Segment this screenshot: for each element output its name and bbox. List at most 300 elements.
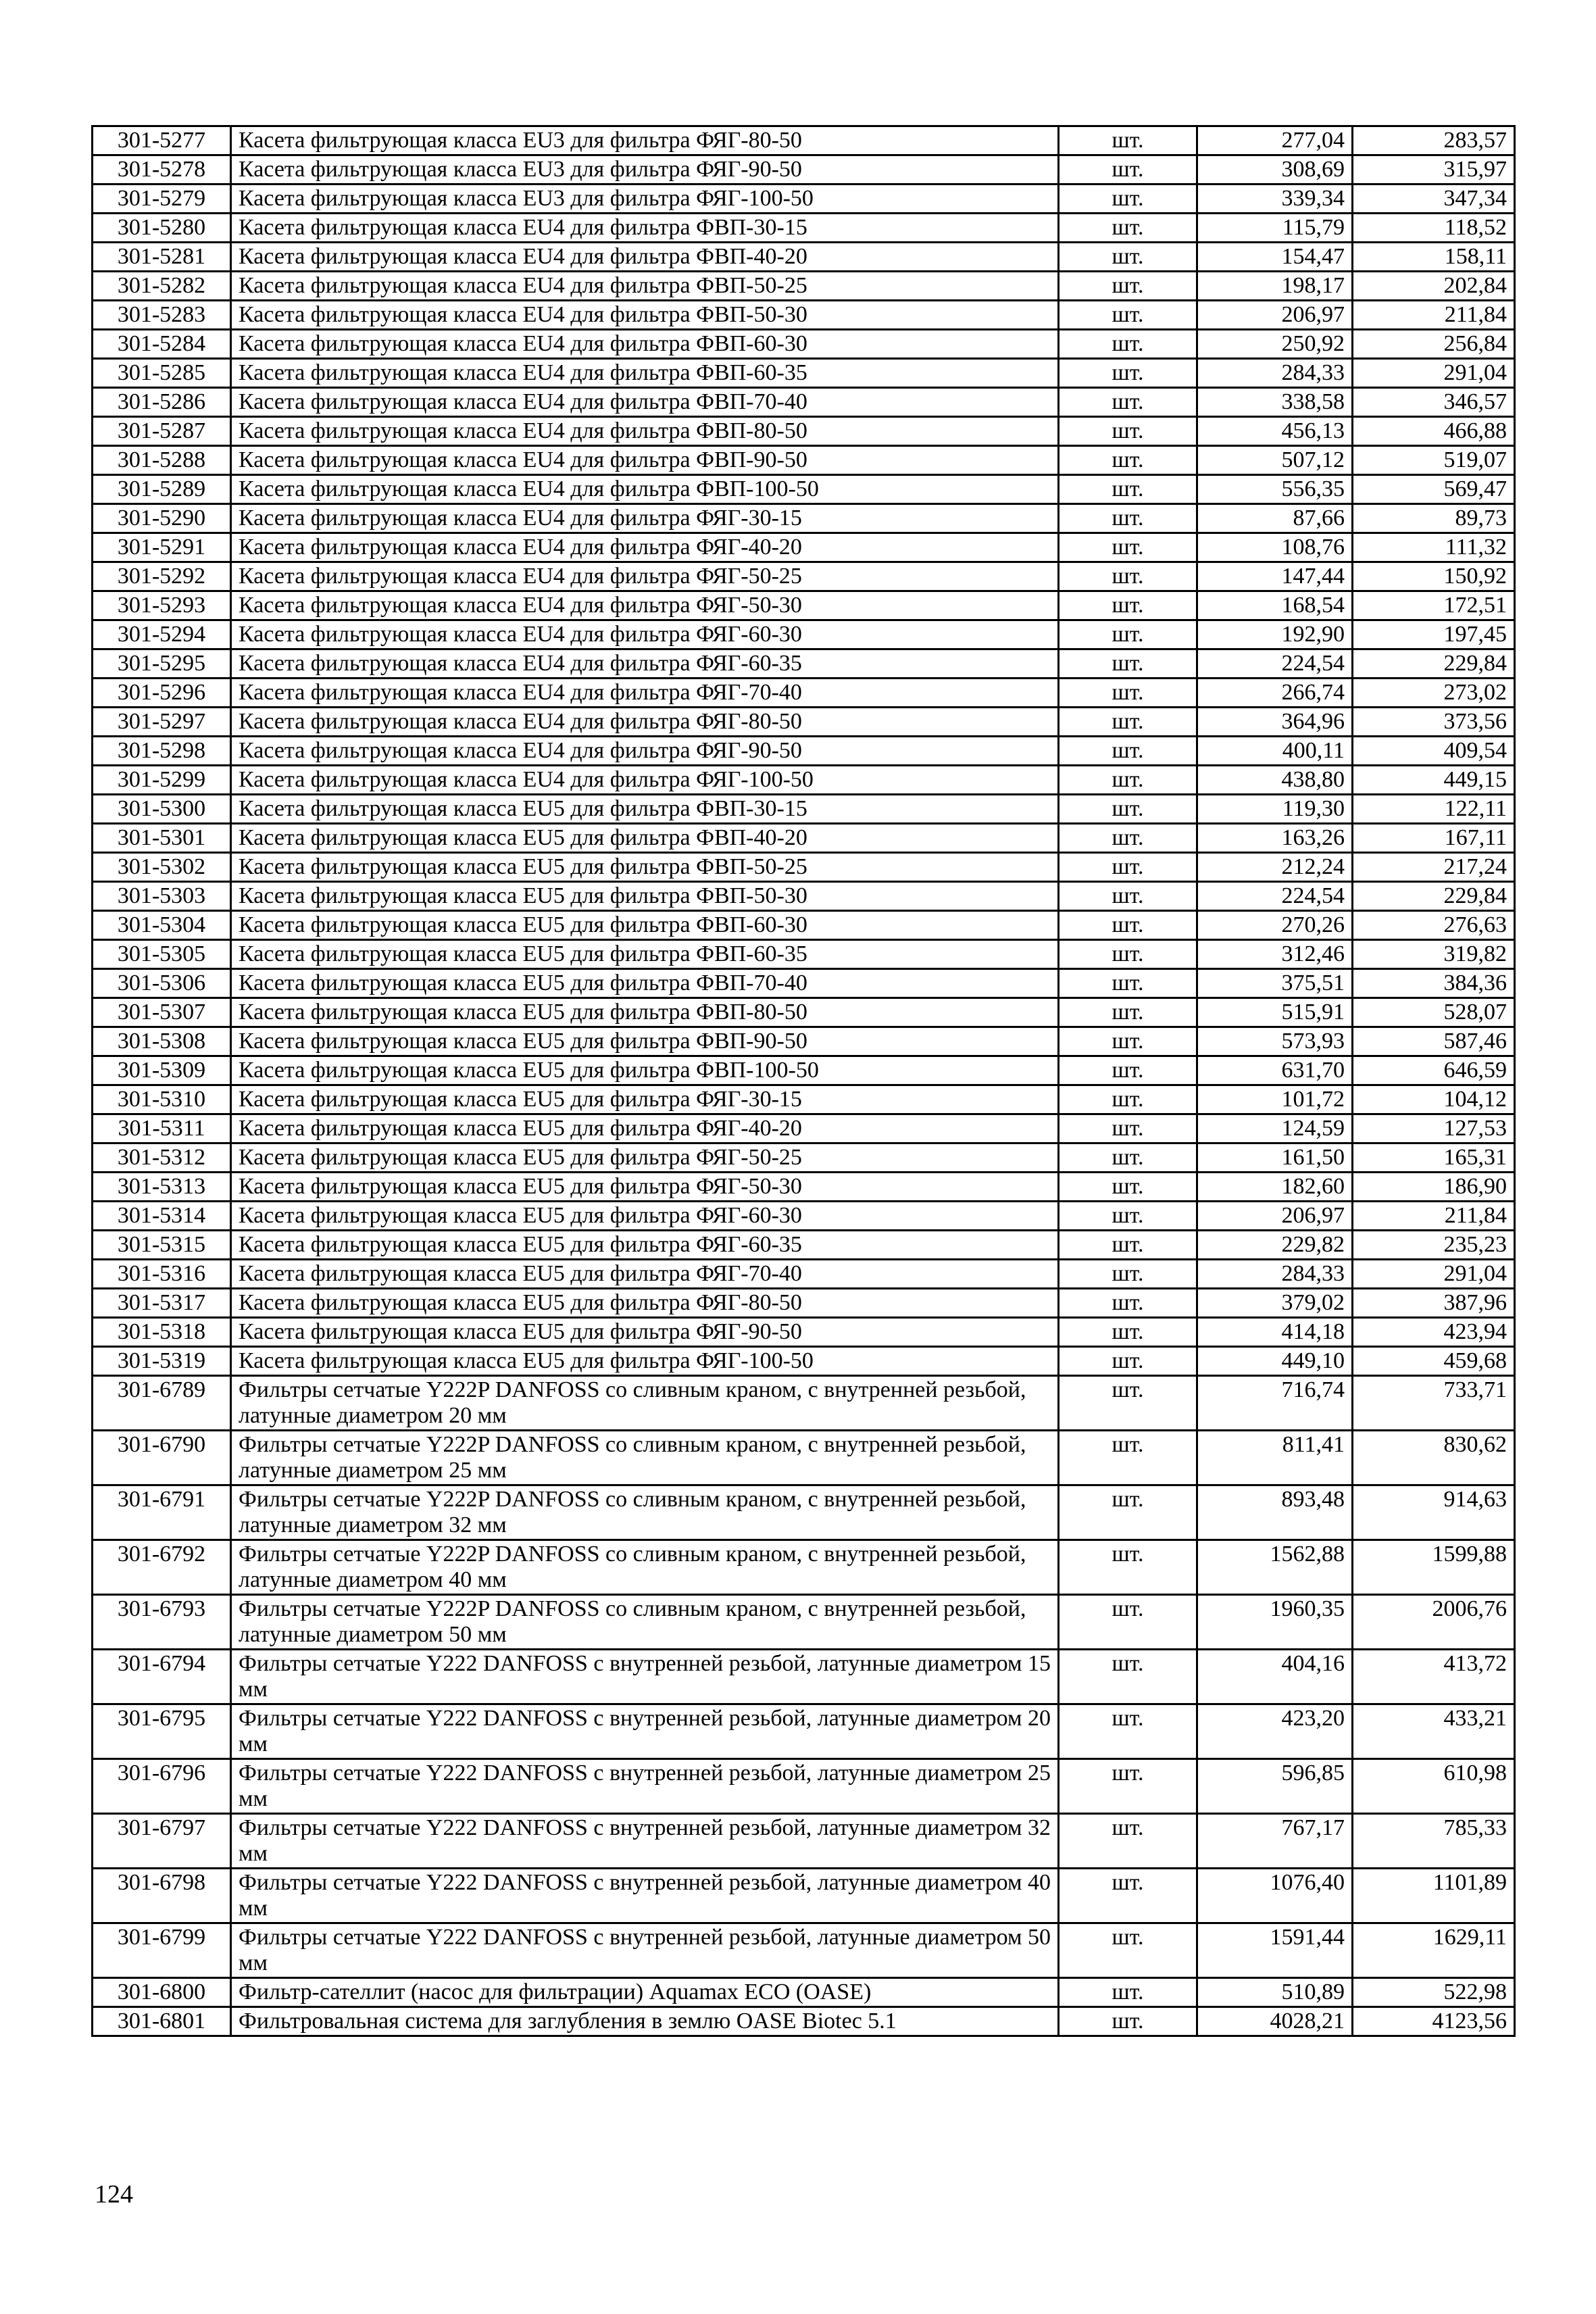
price-cell: 573,93 [1197,1027,1353,1056]
table-row [93,766,1515,795]
price-cell: 556,35 [1197,475,1353,504]
unit-cell: шт. [1059,1173,1197,1202]
price-with-index-cell: 1599,88 [1353,1540,1515,1595]
item-description-cell: Касета фильтрующая класса EU5 для фильтра ФВП-50-30 [231,882,1059,911]
item-code-cell: 301-5294 [93,620,231,649]
price-with-index-cell: 273,02 [1353,679,1515,708]
item-description-cell: Фильтры сетчатые Y222 DANFOSS с внутренней резьбой, латунные диаметром 40 мм [231,1869,1059,1923]
price-cell: 182,60 [1197,1173,1353,1202]
unit-cell: шт. [1059,184,1197,214]
unit-cell: шт. [1059,998,1197,1027]
item-description-cell: Касета фильтрующая класса EU3 для фильтра ФЯГ-80-50 [231,126,1059,155]
item-description-cell: Фильтры сетчатые Y222P DANFOSS со сливным краном, с внутренней резьбой, латунные диаметром 32 мм [231,1485,1059,1540]
item-code-cell: 301-5286 [93,388,231,417]
item-description-cell: Фильтры сетчатые Y222 DANFOSS с внутренней резьбой, латунные диаметром 25 мм [231,1759,1059,1814]
unit-cell: шт. [1059,1202,1197,1231]
unit-cell: шт. [1059,330,1197,359]
unit-cell: шт. [1059,417,1197,446]
price-cell: 192,90 [1197,620,1353,649]
price-with-index-cell: 150,92 [1353,562,1515,591]
unit-cell: шт. [1059,1027,1197,1056]
price-cell: 168,54 [1197,591,1353,620]
table-row [93,243,1515,272]
table-row [93,1114,1515,1143]
price-cell: 270,26 [1197,911,1353,940]
price-with-index-cell: 319,82 [1353,940,1515,969]
price-with-index-cell: 283,57 [1353,126,1515,155]
item-code-cell: 301-5301 [93,824,231,853]
table-row [93,1289,1515,1318]
item-code-cell: 301-5300 [93,795,231,824]
item-description-cell: Касета фильтрующая класса EU4 для фильтра ФЯГ-50-30 [231,591,1059,620]
unit-cell: шт. [1059,620,1197,649]
item-code-cell: 301-5312 [93,1143,231,1173]
price-cell: 212,24 [1197,853,1353,882]
price-cell: 375,51 [1197,969,1353,998]
item-code-cell: 301-5319 [93,1347,231,1376]
price-cell: 449,10 [1197,1347,1353,1376]
price-cell: 198,17 [1197,272,1353,301]
unit-cell: шт. [1059,1085,1197,1114]
price-with-index-cell: 122,11 [1353,795,1515,824]
item-code-cell: 301-5285 [93,359,231,388]
price-with-index-cell: 276,63 [1353,911,1515,940]
price-cell: 716,74 [1197,1376,1353,1431]
item-code-cell: 301-6800 [93,1978,231,2007]
item-description-cell: Касета фильтрующая класса EU4 для фильтра ФВП-50-30 [231,301,1059,330]
price-cell: 115,79 [1197,214,1353,243]
table-row [93,1814,1515,1869]
table-row [93,708,1515,737]
price-cell: 1562,88 [1197,1540,1353,1595]
unit-cell: шт. [1059,795,1197,824]
price-cell: 163,26 [1197,824,1353,853]
price-with-index-cell: 229,84 [1353,649,1515,679]
price-cell: 338,58 [1197,388,1353,417]
price-cell: 510,89 [1197,1978,1353,2007]
item-description-cell: Фильтры сетчатые Y222P DANFOSS со сливным краном, с внутренней резьбой, латунные диаметром 50 мм [231,1595,1059,1650]
table-row [93,533,1515,562]
item-code-cell: 301-6799 [93,1923,231,1978]
price-with-index-cell: 211,84 [1353,1202,1515,1231]
price-cell: 456,13 [1197,417,1353,446]
unit-cell: шт. [1059,1376,1197,1431]
item-code-cell: 301-5298 [93,737,231,766]
price-with-index-cell: 217,24 [1353,853,1515,882]
item-code-cell: 301-5287 [93,417,231,446]
price-with-index-cell: 423,94 [1353,1318,1515,1347]
unit-cell: шт. [1059,679,1197,708]
unit-cell: шт. [1059,1485,1197,1540]
item-description-cell: Касета фильтрующая класса EU5 для фильтра ФЯГ-30-15 [231,1085,1059,1114]
item-code-cell: 301-5279 [93,184,231,214]
item-code-cell: 301-5297 [93,708,231,737]
item-description-cell: Касета фильтрующая класса EU5 для фильтра ФВП-60-35 [231,940,1059,969]
price-with-index-cell: 346,57 [1353,388,1515,417]
price-cell: 1960,35 [1197,1595,1353,1650]
price-cell: 101,72 [1197,1085,1353,1114]
item-code-cell: 301-5307 [93,998,231,1027]
table-row [93,1923,1515,1978]
price-with-index-cell: 569,47 [1353,475,1515,504]
price-with-index-cell: 2006,76 [1353,1595,1515,1650]
price-with-index-cell: 111,32 [1353,533,1515,562]
table-row [93,679,1515,708]
price-with-index-cell: 202,84 [1353,272,1515,301]
table-row [93,853,1515,882]
table-row [93,1431,1515,1485]
item-description-cell: Фильтры сетчатые Y222 DANFOSS с внутренней резьбой, латунные диаметром 50 мм [231,1923,1059,1978]
item-description-cell: Касета фильтрующая класса EU5 для фильтра ФВП-70-40 [231,969,1059,998]
unit-cell: шт. [1059,1650,1197,1704]
price-cell: 811,41 [1197,1431,1353,1485]
price-with-index-cell: 229,84 [1353,882,1515,911]
price-with-index-cell: 172,51 [1353,591,1515,620]
table-row [93,126,1515,155]
unit-cell: шт. [1059,1347,1197,1376]
price-cell: 224,54 [1197,649,1353,679]
unit-cell: шт. [1059,301,1197,330]
item-description-cell: Касета фильтрующая класса EU5 для фильтра ФВП-50-25 [231,853,1059,882]
price-cell: 308,69 [1197,155,1353,184]
unit-cell: шт. [1059,1540,1197,1595]
unit-cell: шт. [1059,1289,1197,1318]
price-cell: 4028,21 [1197,2007,1353,2036]
price-cell: 1076,40 [1197,1869,1353,1923]
table-row [93,1485,1515,1540]
price-cell: 515,91 [1197,998,1353,1027]
price-cell: 893,48 [1197,1485,1353,1540]
price-with-index-cell: 165,31 [1353,1143,1515,1173]
item-code-cell: 301-6798 [93,1869,231,1923]
table-row [93,1759,1515,1814]
item-code-cell: 301-6792 [93,1540,231,1595]
price-with-index-cell: 785,33 [1353,1814,1515,1869]
item-code-cell: 301-5317 [93,1289,231,1318]
item-code-cell: 301-6789 [93,1376,231,1431]
item-description-cell: Фильтры сетчатые Y222P DANFOSS со сливным краном, с внутренней резьбой, латунные диаметром 25 мм [231,1431,1059,1485]
item-code-cell: 301-5278 [93,155,231,184]
unit-cell: шт. [1059,1114,1197,1143]
unit-cell: шт. [1059,2007,1197,2036]
unit-cell: шт. [1059,475,1197,504]
table-row [93,882,1515,911]
table-row [93,330,1515,359]
item-code-cell: 301-5309 [93,1056,231,1085]
table-row [93,911,1515,940]
table-row [93,649,1515,679]
table-row [93,272,1515,301]
price-with-index-cell: 1629,11 [1353,1923,1515,1978]
price-with-index-cell: 373,56 [1353,708,1515,737]
table-row [93,1173,1515,1202]
item-code-cell: 301-6793 [93,1595,231,1650]
table-row [93,940,1515,969]
table-row [93,1318,1515,1347]
item-code-cell: 301-6791 [93,1485,231,1540]
table-row [93,1085,1515,1114]
item-code-cell: 301-5314 [93,1202,231,1231]
item-code-cell: 301-6795 [93,1704,231,1759]
price-cell: 154,47 [1197,243,1353,272]
price-with-index-cell: 211,84 [1353,301,1515,330]
item-code-cell: 301-5281 [93,243,231,272]
price-cell: 596,85 [1197,1759,1353,1814]
table-row [93,475,1515,504]
price-cell: 400,11 [1197,737,1353,766]
item-description-cell: Касета фильтрующая класса EU4 для фильтра ФВП-40-20 [231,243,1059,272]
table-row [93,1978,1515,2007]
item-description-cell: Касета фильтрующая класса EU4 для фильтра ФЯГ-60-35 [231,649,1059,679]
item-code-cell: 301-5316 [93,1260,231,1289]
item-code-cell: 301-5289 [93,475,231,504]
item-code-cell: 301-5292 [93,562,231,591]
price-cell: 119,30 [1197,795,1353,824]
item-description-cell: Касета фильтрующая класса EU5 для фильтра ФВП-40-20 [231,824,1059,853]
table-row [93,1231,1515,1260]
unit-cell: шт. [1059,591,1197,620]
item-description-cell: Фильтры сетчатые Y222 DANFOSS с внутренней резьбой, латунные диаметром 32 мм [231,1814,1059,1869]
price-cell: 229,82 [1197,1231,1353,1260]
item-description-cell: Касета фильтрующая класса EU4 для фильтра ФЯГ-30-15 [231,504,1059,533]
price-with-index-cell: 89,73 [1353,504,1515,533]
item-code-cell: 301-6794 [93,1650,231,1704]
item-description-cell: Касета фильтрующая класса EU5 для фильтра ФЯГ-100-50 [231,1347,1059,1376]
item-description-cell: Касета фильтрующая класса EU5 для фильтра ФВП-100-50 [231,1056,1059,1085]
table-row [93,1056,1515,1085]
item-description-cell: Касета фильтрующая класса EU4 для фильтра ФВП-60-35 [231,359,1059,388]
price-cell: 438,80 [1197,766,1353,795]
unit-cell: шт. [1059,1056,1197,1085]
table-row [93,1869,1515,1923]
item-description-cell: Фильтры сетчатые Y222 DANFOSS с внутренней резьбой, латунные диаметром 20 мм [231,1704,1059,1759]
unit-cell: шт. [1059,446,1197,475]
table-row [93,301,1515,330]
unit-cell: шт. [1059,766,1197,795]
table-row [93,1143,1515,1173]
item-description-cell: Касета фильтрующая класса EU4 для фильтра ФВП-100-50 [231,475,1059,504]
price-with-index-cell: 646,59 [1353,1056,1515,1085]
table-row [93,359,1515,388]
item-description-cell: Касета фильтрующая класса EU4 для фильтра ФЯГ-70-40 [231,679,1059,708]
price-cell: 631,70 [1197,1056,1353,1085]
unit-cell: шт. [1059,882,1197,911]
price-with-index-cell: 610,98 [1353,1759,1515,1814]
price-cell: 767,17 [1197,1814,1353,1869]
item-description-cell: Касета фильтрующая класса EU4 для фильтра ФВП-70-40 [231,388,1059,417]
item-code-cell: 301-5305 [93,940,231,969]
price-with-index-cell: 519,07 [1353,446,1515,475]
unit-cell: шт. [1059,214,1197,243]
item-code-cell: 301-5299 [93,766,231,795]
price-cell: 124,59 [1197,1114,1353,1143]
item-description-cell: Касета фильтрующая класса EU5 для фильтра ФВП-90-50 [231,1027,1059,1056]
item-code-cell: 301-6796 [93,1759,231,1814]
unit-cell: шт. [1059,969,1197,998]
item-code-cell: 301-5315 [93,1231,231,1260]
price-with-index-cell: 522,98 [1353,1978,1515,2007]
table-row [93,1202,1515,1231]
price-with-index-cell: 409,54 [1353,737,1515,766]
unit-cell: шт. [1059,737,1197,766]
item-description-cell: Касета фильтрующая класса EU4 для фильтра ФЯГ-100-50 [231,766,1059,795]
table-row [93,1595,1515,1650]
price-cell: 224,54 [1197,882,1353,911]
price-cell: 161,50 [1197,1143,1353,1173]
table-row [93,388,1515,417]
unit-cell: шт. [1059,1143,1197,1173]
item-description-cell: Касета фильтрующая класса EU4 для фильтра ФВП-30-15 [231,214,1059,243]
table-row [93,969,1515,998]
price-cell: 423,20 [1197,1704,1353,1759]
item-code-cell: 301-5303 [93,882,231,911]
price-with-index-cell: 235,23 [1353,1231,1515,1260]
price-with-index-cell: 347,34 [1353,184,1515,214]
table-row [93,1347,1515,1376]
item-code-cell: 301-5283 [93,301,231,330]
item-description-cell: Фильтры сетчатые Y222 DANFOSS с внутренней резьбой, латунные диаметром 15 мм [231,1650,1059,1704]
table-row [93,446,1515,475]
item-description-cell: Касета фильтрующая класса EU5 для фильтра ФВП-80-50 [231,998,1059,1027]
item-code-cell: 301-5313 [93,1173,231,1202]
price-with-index-cell: 733,71 [1353,1376,1515,1431]
item-description-cell: Касета фильтрующая класса EU5 для фильтра ФЯГ-70-40 [231,1260,1059,1289]
item-description-cell: Касета фильтрующая класса EU4 для фильтра ФЯГ-90-50 [231,737,1059,766]
table-row [93,184,1515,214]
price-cell: 364,96 [1197,708,1353,737]
unit-cell: шт. [1059,1260,1197,1289]
unit-cell: шт. [1059,649,1197,679]
price-cell: 250,92 [1197,330,1353,359]
price-cell: 379,02 [1197,1289,1353,1318]
item-code-cell: 301-5291 [93,533,231,562]
table-row [93,214,1515,243]
price-with-index-cell: 104,12 [1353,1085,1515,1114]
unit-cell: шт. [1059,708,1197,737]
price-with-index-cell: 433,21 [1353,1704,1515,1759]
item-code-cell: 301-5296 [93,679,231,708]
price-with-index-cell: 197,45 [1353,620,1515,649]
table-row [93,1027,1515,1056]
table-row [93,2007,1515,2036]
unit-cell: шт. [1059,388,1197,417]
unit-cell: шт. [1059,1869,1197,1923]
item-code-cell: 301-5304 [93,911,231,940]
item-code-cell: 301-5290 [93,504,231,533]
item-code-cell: 301-5311 [93,1114,231,1143]
price-with-index-cell: 459,68 [1353,1347,1515,1376]
item-description-cell: Касета фильтрующая класса EU5 для фильтра ФЯГ-80-50 [231,1289,1059,1318]
unit-cell: шт. [1059,824,1197,853]
item-code-cell: 301-5295 [93,649,231,679]
item-description-cell: Касета фильтрующая класса EU4 для фильтра ФЯГ-80-50 [231,708,1059,737]
price-with-index-cell: 291,04 [1353,1260,1515,1289]
page-number: 124 [95,2180,133,2209]
price-cell: 266,74 [1197,679,1353,708]
item-description-cell: Касета фильтрующая класса EU4 для фильтра ФВП-50-25 [231,272,1059,301]
table-row [93,1260,1515,1289]
price-cell: 1591,44 [1197,1923,1353,1978]
unit-cell: шт. [1059,940,1197,969]
item-description-cell: Касета фильтрующая класса EU5 для фильтра ФЯГ-60-30 [231,1202,1059,1231]
table-row [93,620,1515,649]
unit-cell: шт. [1059,1978,1197,2007]
item-code-cell: 301-6801 [93,2007,231,2036]
unit-cell: шт. [1059,1704,1197,1759]
item-code-cell: 301-6797 [93,1814,231,1869]
item-code-cell: 301-6790 [93,1431,231,1485]
price-with-index-cell: 449,15 [1353,766,1515,795]
price-cell: 284,33 [1197,1260,1353,1289]
item-code-cell: 301-5284 [93,330,231,359]
unit-cell: шт. [1059,504,1197,533]
item-description-cell: Касета фильтрующая класса EU4 для фильтра ФВП-90-50 [231,446,1059,475]
price-with-index-cell: 315,97 [1353,155,1515,184]
item-description-cell: Касета фильтрующая класса EU3 для фильтра ФЯГ-90-50 [231,155,1059,184]
table-row [93,591,1515,620]
price-with-index-cell: 830,62 [1353,1431,1515,1485]
item-code-cell: 301-5318 [93,1318,231,1347]
unit-cell: шт. [1059,853,1197,882]
price-with-index-cell: 4123,56 [1353,2007,1515,2036]
price-cell: 312,46 [1197,940,1353,969]
price-cell: 108,76 [1197,533,1353,562]
item-description-cell: Касета фильтрующая класса EU5 для фильтра ФЯГ-40-20 [231,1114,1059,1143]
unit-cell: шт. [1059,1231,1197,1260]
item-description-cell: Касета фильтрующая класса EU4 для фильтра ФЯГ-40-20 [231,533,1059,562]
table-row [93,504,1515,533]
table-row [93,795,1515,824]
unit-cell: шт. [1059,272,1197,301]
price-with-index-cell: 413,72 [1353,1650,1515,1704]
table-row [93,155,1515,184]
item-code-cell: 301-5308 [93,1027,231,1056]
item-code-cell: 301-5280 [93,214,231,243]
price-with-index-cell: 291,04 [1353,359,1515,388]
unit-cell: шт. [1059,243,1197,272]
price-with-index-cell: 587,46 [1353,1027,1515,1056]
item-description-cell: Фильтры сетчатые Y222P DANFOSS со сливным краном, с внутренней резьбой, латунные диаметром 20 мм [231,1376,1059,1431]
item-description-cell: Касета фильтрующая класса EU4 для фильтра ФЯГ-60-30 [231,620,1059,649]
item-code-cell: 301-5282 [93,272,231,301]
price-cell: 404,16 [1197,1650,1353,1704]
unit-cell: шт. [1059,1814,1197,1869]
price-cell: 87,66 [1197,504,1353,533]
unit-cell: шт. [1059,1318,1197,1347]
table-row [93,562,1515,591]
item-description-cell: Касета фильтрующая класса EU4 для фильтра ФЯГ-50-25 [231,562,1059,591]
price-with-index-cell: 914,63 [1353,1485,1515,1540]
table-row [93,1704,1515,1759]
item-description-cell: Касета фильтрующая класса EU5 для фильтра ФВП-60-30 [231,911,1059,940]
table-row [93,824,1515,853]
unit-cell: шт. [1059,359,1197,388]
price-with-index-cell: 186,90 [1353,1173,1515,1202]
table-row [93,998,1515,1027]
price-with-index-cell: 1101,89 [1353,1869,1515,1923]
price-with-index-cell: 384,36 [1353,969,1515,998]
price-cell: 414,18 [1197,1318,1353,1347]
price-with-index-cell: 466,88 [1353,417,1515,446]
item-code-cell: 301-5293 [93,591,231,620]
unit-cell: шт. [1059,126,1197,155]
price-with-index-cell: 528,07 [1353,998,1515,1027]
item-code-cell: 301-5306 [93,969,231,998]
price-cell: 206,97 [1197,301,1353,330]
item-code-cell: 301-5302 [93,853,231,882]
table-row [93,417,1515,446]
price-with-index-cell: 167,11 [1353,824,1515,853]
